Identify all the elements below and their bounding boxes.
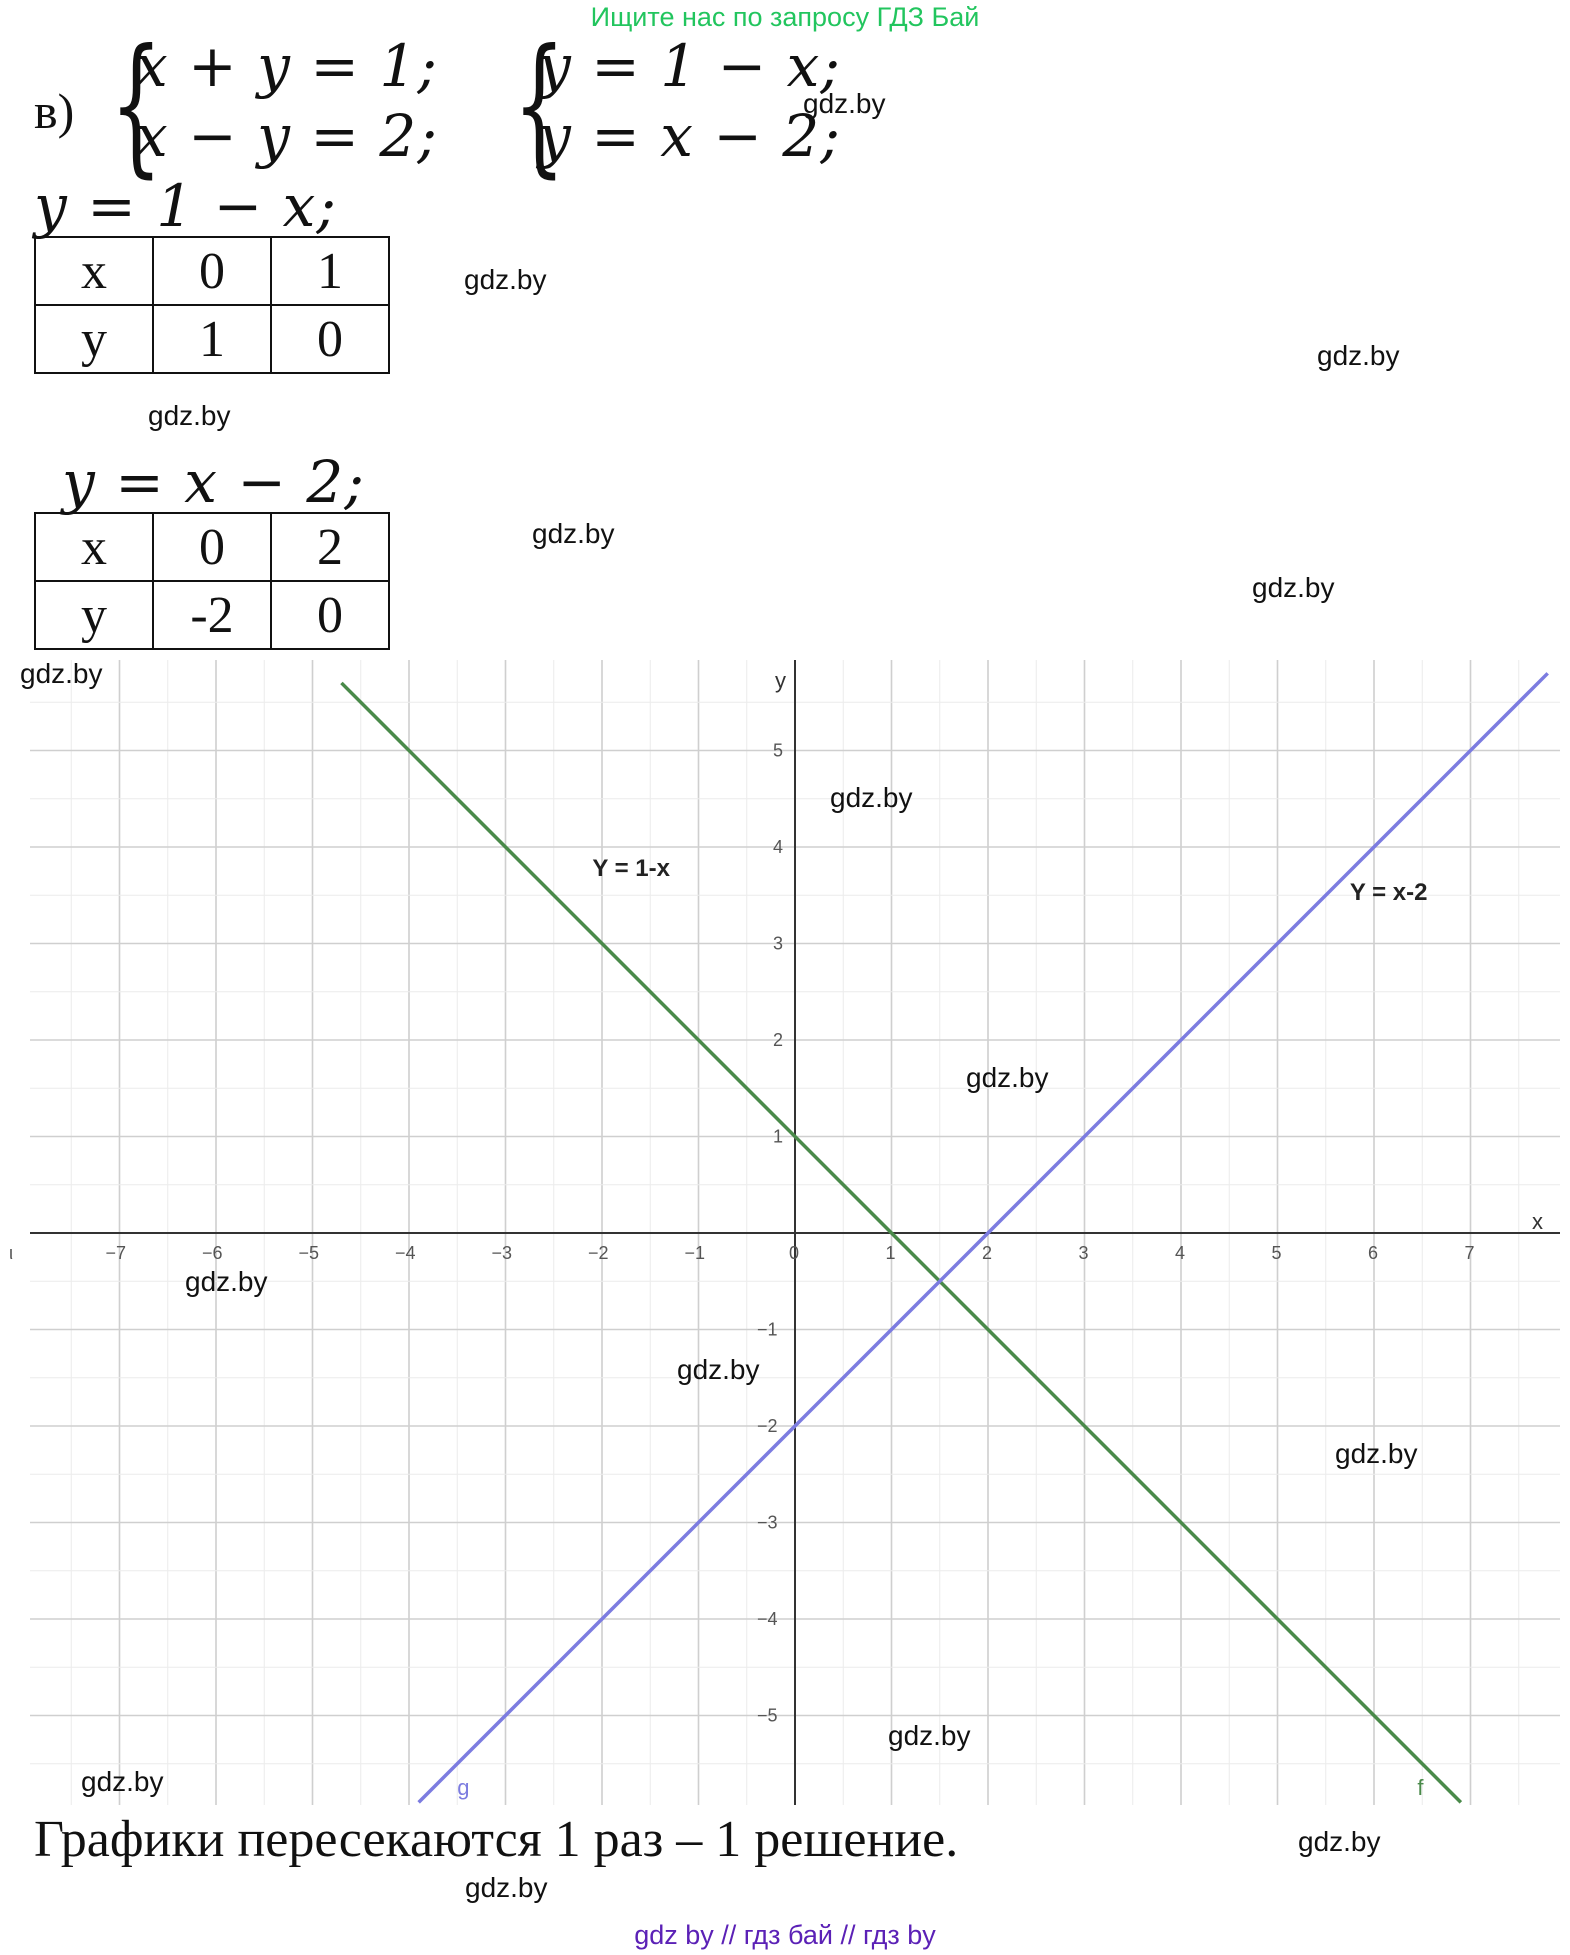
y-tick-label: 4: [773, 837, 784, 857]
series-line: [419, 673, 1548, 1802]
series-label: Y = x-2: [1349, 879, 1428, 907]
watermark: gdz.by: [465, 1872, 548, 1903]
system2-eq1: y = 1 − x;: [538, 32, 841, 100]
watermark: gdz.by: [1252, 572, 1335, 603]
x-tick-label: 6: [1368, 1243, 1379, 1263]
x-tick-label: 3: [1078, 1243, 1089, 1263]
x-axis-label: x: [1532, 1209, 1543, 1234]
x-tick-label: ι: [9, 1243, 13, 1263]
table-cell: x: [35, 237, 153, 305]
table-row: [35, 581, 389, 649]
table-cell: 0: [271, 305, 389, 373]
watermark: gdz.by: [20, 658, 103, 689]
table-cell: x: [35, 513, 153, 581]
conclusion-text: Графики пересекаются 1 раз – 1 решение.: [34, 1811, 959, 1868]
watermark: gdz.by: [185, 1266, 268, 1297]
watermark: gdz.by: [1298, 1826, 1381, 1857]
series-end-label: f: [1417, 1775, 1424, 1800]
task-label: в): [34, 83, 75, 139]
watermark: gdz.by: [1317, 340, 1400, 371]
y-tick-label: −3: [757, 1512, 778, 1533]
x-tick-label: −5: [298, 1243, 320, 1263]
table-cell: y: [35, 581, 153, 649]
footer-links[interactable]: gdz by // гдз бай // гдз by: [634, 1920, 936, 1950]
table-cell: 2: [271, 513, 389, 581]
x-tick-label: 1: [885, 1243, 896, 1263]
system1-eq2: x − y = 2;: [135, 102, 438, 170]
y-tick-label: 3: [773, 933, 784, 954]
watermark: gdz.by: [148, 400, 231, 431]
series-end-label: g: [457, 1775, 470, 1800]
search-banner[interactable]: Ищите нас по запросу ГДЗ Бай: [590, 2, 980, 32]
x-tick-label: 5: [1271, 1243, 1282, 1263]
x-tick-label: −1: [684, 1243, 706, 1263]
system1-eq1: x + y = 1;: [135, 32, 438, 100]
watermark: gdz.by: [803, 88, 886, 119]
table-cell: 1: [271, 237, 389, 305]
system1-brace: {: [110, 18, 163, 192]
x-tick-label: 4: [1175, 1243, 1186, 1263]
x-tick-label: 2: [982, 1243, 993, 1263]
table-cell: 0: [153, 237, 271, 305]
y-axis-label: y: [775, 668, 786, 693]
values-table-2: [34, 512, 390, 650]
table-cell: 1: [153, 305, 271, 373]
table-cell: y: [35, 305, 153, 373]
linear-functions-graph: [9, 660, 1560, 1805]
watermark: gdz.by: [830, 782, 913, 813]
x-tick-label: −7: [105, 1243, 127, 1263]
watermark: gdz.by: [464, 264, 547, 295]
table-cell: 0: [271, 581, 389, 649]
x-tick-label: 0: [789, 1243, 800, 1263]
watermark: gdz.by: [677, 1354, 760, 1385]
table-row: [35, 513, 389, 581]
x-tick-label: −4: [395, 1243, 416, 1263]
system2-eq2: y = x − 2;: [538, 102, 841, 170]
table-row: [35, 305, 389, 373]
table-cell: 0: [153, 513, 271, 581]
y-tick-label: −4: [757, 1609, 778, 1629]
watermark: gdz.by: [888, 1720, 971, 1751]
y-tick-label: 2: [773, 1030, 784, 1050]
system2-brace: {: [513, 18, 566, 192]
x-tick-label: −6: [202, 1243, 223, 1263]
watermark: gdz.by: [1335, 1438, 1418, 1469]
x-tick-label: 7: [1464, 1243, 1475, 1263]
y-tick-label: 5: [773, 740, 784, 761]
table-row: [35, 237, 389, 305]
series-label: Y = 1-x: [592, 854, 670, 882]
y-tick-label: 1: [773, 1126, 784, 1147]
watermark: gdz.by: [532, 518, 615, 549]
table1-title: y = 1 − x;: [34, 172, 337, 240]
y-tick-label: −1: [757, 1319, 778, 1340]
table2-title: y = x − 2;: [62, 448, 365, 516]
table-cell: -2: [153, 581, 271, 649]
watermark: gdz.by: [81, 1766, 164, 1797]
x-tick-label: −2: [588, 1243, 609, 1263]
y-tick-label: −2: [757, 1416, 778, 1436]
y-tick-label: −5: [757, 1705, 778, 1726]
watermark: gdz.by: [966, 1062, 1049, 1093]
x-tick-label: −3: [491, 1243, 513, 1263]
values-table-1: [34, 236, 390, 374]
